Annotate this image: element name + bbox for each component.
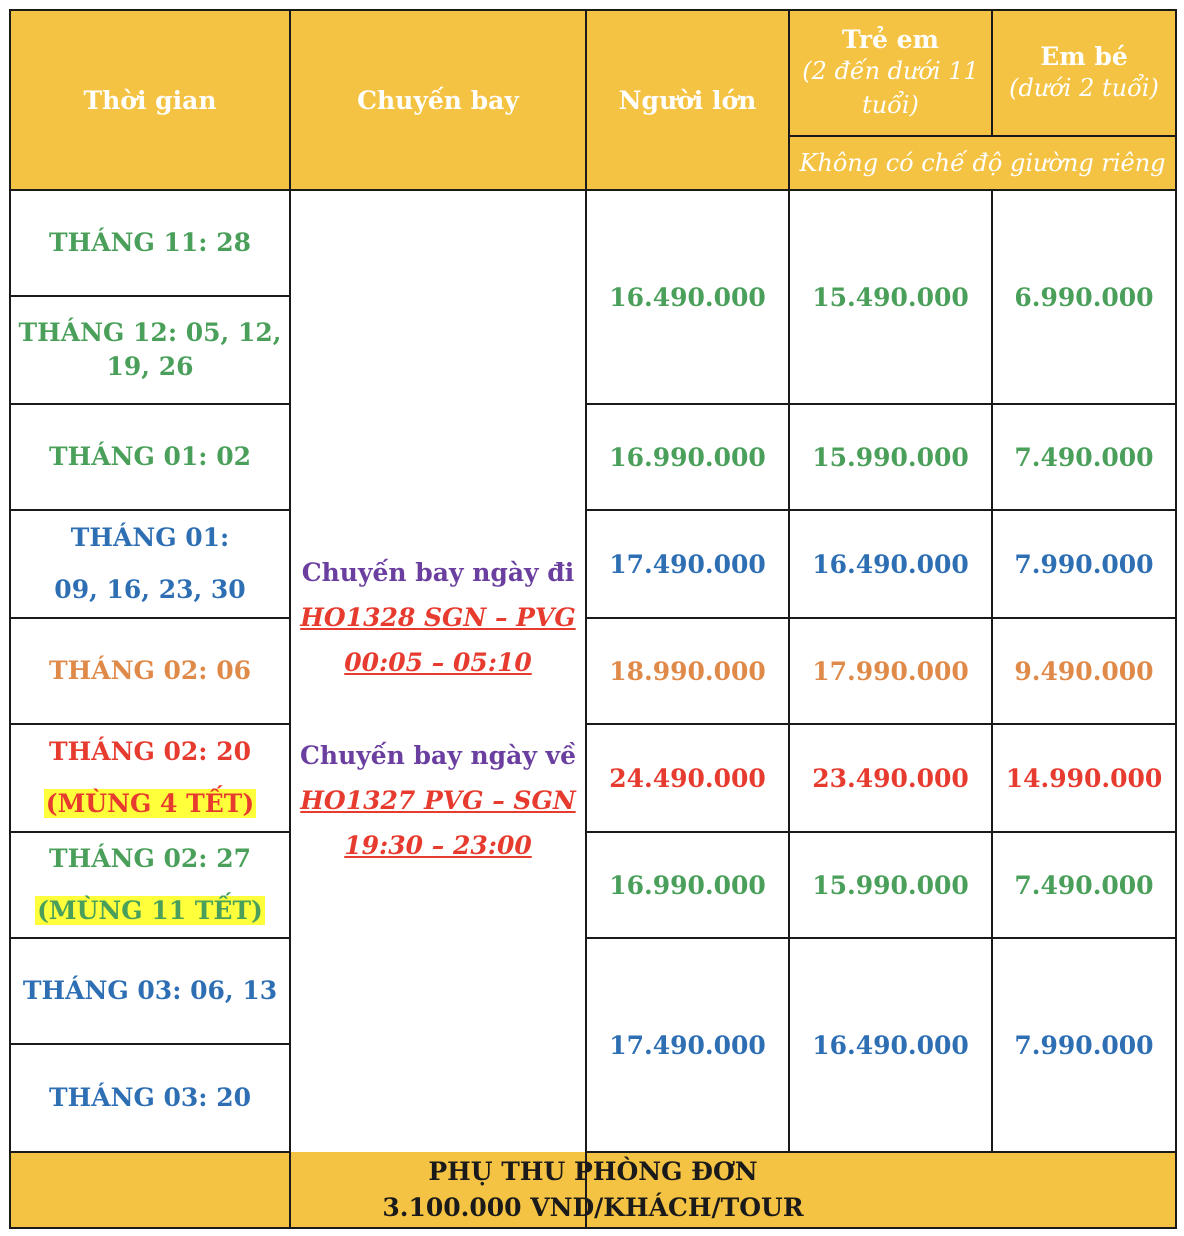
child-price: 15.990.000 bbox=[789, 832, 992, 938]
date-cell: THÁNG 03: 06, 13 bbox=[10, 938, 290, 1044]
infant-price: 14.990.000 bbox=[992, 724, 1176, 832]
adult-price: 16.490.000 bbox=[586, 190, 789, 404]
outbound-code: HO1328 SGN – PVG bbox=[300, 603, 576, 632]
infant-price: 7.490.000 bbox=[992, 832, 1176, 938]
tet-highlight: (MÙNG 4 TẾT) bbox=[45, 789, 255, 818]
date-cell bbox=[10, 832, 290, 938]
price-table-wrapper bbox=[9, 9, 1175, 1229]
date-line: THÁNG 02: 20 bbox=[48, 737, 252, 766]
date-line: 09, 16, 23, 30 bbox=[54, 575, 246, 604]
single-room-surcharge bbox=[10, 1152, 1176, 1228]
return-time: 19:30 – 23:00 bbox=[344, 831, 532, 860]
date-cell: THÁNG 01: 02 bbox=[10, 404, 290, 510]
header-child-title: Trẻ em bbox=[842, 24, 939, 54]
return-label: Chuyến bay ngày về bbox=[300, 741, 576, 770]
header-no-bed-note: Không có chế độ giường riêng bbox=[789, 136, 1176, 190]
date-cell: THÁNG 03: 20 bbox=[10, 1044, 290, 1152]
header-time: Thời gian bbox=[10, 10, 290, 190]
surcharge-title: PHỤ THU PHÒNG ĐƠN bbox=[428, 1157, 758, 1186]
outbound-label: Chuyến bay ngày đi bbox=[301, 558, 575, 587]
header-child-sub: (2 đến dưới 11 tuổi) bbox=[802, 56, 979, 119]
child-price: 15.990.000 bbox=[789, 404, 992, 510]
adult-price: 17.490.000 bbox=[586, 510, 789, 618]
date-line: THÁNG 01: bbox=[70, 523, 230, 552]
adult-price: 17.490.000 bbox=[586, 938, 789, 1152]
infant-price: 7.990.000 bbox=[992, 510, 1176, 618]
infant-price: 6.990.000 bbox=[992, 190, 1176, 404]
header-infant bbox=[992, 10, 1176, 136]
date-cell: THÁNG 02: 06 bbox=[10, 618, 290, 724]
date-cell bbox=[10, 724, 290, 832]
header-flight: Chuyến bay bbox=[290, 10, 586, 190]
header-infant-sub: (dưới 2 tuổi) bbox=[1009, 73, 1159, 102]
date-line: THÁNG 02: 27 bbox=[48, 844, 252, 873]
surcharge-amount: 3.100.000 VND/KHÁCH/TOUR bbox=[382, 1193, 804, 1222]
infant-price: 7.490.000 bbox=[992, 404, 1176, 510]
adult-price: 16.990.000 bbox=[586, 404, 789, 510]
adult-price: 18.990.000 bbox=[586, 618, 789, 724]
child-price: 16.490.000 bbox=[789, 510, 992, 618]
header-child bbox=[789, 10, 992, 136]
header-adult: Người lớn bbox=[586, 10, 789, 190]
child-price: 23.490.000 bbox=[789, 724, 992, 832]
child-price: 15.490.000 bbox=[789, 190, 992, 404]
adult-price: 24.490.000 bbox=[586, 724, 789, 832]
return-code: HO1327 PVG – SGN bbox=[300, 786, 576, 815]
date-cell: THÁNG 11: 28 bbox=[10, 190, 290, 296]
tet-highlight: (MÙNG 11 TẾT) bbox=[37, 896, 263, 925]
outbound-time: 00:05 – 05:10 bbox=[344, 648, 532, 677]
header-infant-title: Em bé bbox=[1040, 41, 1128, 71]
infant-price: 7.990.000 bbox=[992, 938, 1176, 1152]
child-price: 16.490.000 bbox=[789, 938, 992, 1152]
adult-price: 16.990.000 bbox=[586, 832, 789, 938]
date-cell: THÁNG 12: 05, 12, 19, 26 bbox=[10, 296, 290, 404]
flight-info-cell bbox=[290, 190, 586, 1228]
price-table bbox=[9, 9, 1177, 1229]
date-cell bbox=[10, 510, 290, 618]
child-price: 17.990.000 bbox=[789, 618, 992, 724]
infant-price: 9.490.000 bbox=[992, 618, 1176, 724]
